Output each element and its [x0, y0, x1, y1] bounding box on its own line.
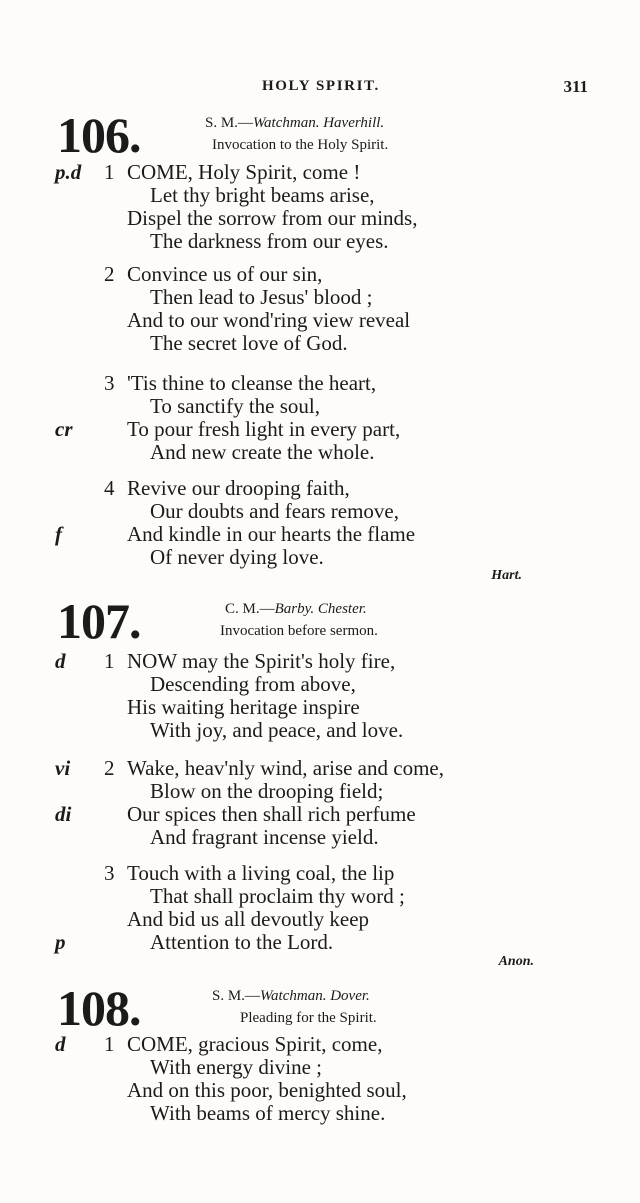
verse-line [0, 1079, 640, 1102]
dynamic-mark: vi [55, 756, 71, 780]
verse-line [0, 372, 640, 395]
verse-text: NOW may the Spirit's holy fire, [127, 649, 396, 673]
dynamic-mark: d [55, 1032, 66, 1056]
verse-line [0, 885, 640, 908]
verse [0, 372, 640, 464]
page-header [0, 78, 640, 102]
hymn-author: Anon. [498, 954, 534, 969]
verse-text: To sanctify the soul, [150, 394, 320, 418]
verse-number: 4 [104, 476, 115, 500]
verse-text: Convince us of our sin, [127, 262, 323, 286]
verse-line [0, 719, 640, 742]
verse-text: Dispel the sorrow from our minds, [127, 206, 418, 230]
verse-line [0, 184, 640, 207]
meter-line [205, 115, 384, 132]
verse-line [0, 650, 640, 673]
verse [0, 477, 640, 569]
hymn-author: Hart. [491, 568, 522, 583]
verse-line [0, 309, 640, 332]
verse-number: 3 [104, 371, 115, 395]
verse-line [0, 1102, 640, 1125]
verse-number: 2 [104, 262, 115, 286]
verse-text: 'Tis thine to cleanse the heart, [127, 371, 377, 395]
verse [0, 757, 640, 849]
meter: S. M.— [205, 115, 253, 131]
verse-text: His waiting heritage inspire [127, 695, 360, 719]
verse-text: And fragrant incense yield. [150, 825, 379, 849]
verse-number: 1 [104, 160, 115, 184]
verse-text: Of never dying love. [150, 545, 324, 569]
verse-text: And to our wond'ring view reveal [127, 308, 411, 332]
verse-number: 1 [104, 649, 115, 673]
hymn-number: 106. [57, 107, 141, 163]
verse-text: To pour fresh light in every part, [127, 417, 401, 441]
verse-number: 1 [104, 1032, 115, 1056]
running-head: HOLY SPIRIT. [262, 78, 380, 94]
verse-text: With beams of mercy shine. [150, 1101, 386, 1125]
verse-line [0, 332, 640, 355]
verse-text: The secret love of God. [150, 331, 348, 355]
verse-text: And on this poor, benighted soul, [127, 1078, 407, 1102]
dynamic-mark: cr [55, 417, 73, 441]
verse-line [0, 908, 640, 931]
hymn-number: 108. [57, 980, 141, 1036]
verse-line [0, 757, 640, 780]
meter: S. M.— [212, 988, 260, 1004]
verse-number: 2 [104, 756, 115, 780]
verse-text: Then lead to Jesus' blood ; [150, 285, 373, 309]
verse-line [0, 862, 640, 885]
tune-names: Watchman. Dover. [259, 988, 370, 1004]
tune-names: Barby. Chester. [274, 601, 367, 617]
verse-line [0, 441, 640, 464]
meter-line [212, 988, 370, 1005]
verse-line [0, 826, 640, 849]
hymn-number: 107. [57, 593, 141, 649]
verse-line [0, 1056, 640, 1079]
verse-line [0, 286, 640, 309]
verse-line [0, 780, 640, 803]
dynamic-mark: p [55, 930, 66, 954]
verse-text: COME, Holy Spirit, come ! [127, 160, 361, 184]
verse-text: Wake, heav'nly wind, arise and come, [127, 756, 444, 780]
meter: C. M.— [225, 601, 275, 617]
verse-line [0, 673, 640, 696]
verse-line [0, 803, 640, 826]
verse-line [0, 207, 640, 230]
verse-line [0, 477, 640, 500]
verse-text: Descending from above, [150, 672, 356, 696]
verse-text: And kindle in our hearts the flame [127, 522, 416, 546]
verse-text: That shall proclaim thy word ; [150, 884, 405, 908]
verse-text: Let thy bright beams arise, [150, 183, 375, 207]
dynamic-mark: f [55, 522, 62, 546]
verse [0, 862, 640, 954]
dynamic-mark: d [55, 649, 66, 673]
verse-line [0, 546, 640, 569]
tune-names: Watchman. Haverhill. [252, 115, 385, 131]
verse-text: Our spices then shall rich perfume [127, 802, 416, 826]
verse-text: Blow on the drooping field; [150, 779, 384, 803]
dynamic-mark: di [55, 802, 72, 826]
verse-text: And new create the whole. [150, 440, 375, 464]
verse-text: Revive our drooping faith, [127, 476, 350, 500]
verse-text: Touch with a living coal, the lip [127, 861, 395, 885]
verse-text: The darkness from our eyes. [150, 229, 389, 253]
verse-text: With joy, and peace, and love. [150, 718, 404, 742]
meter-line [225, 601, 367, 618]
verse-text: With energy divine ; [150, 1055, 322, 1079]
verse-line [0, 696, 640, 719]
verse-text: And bid us all devoutly keep [127, 907, 370, 931]
verse-line [0, 230, 640, 253]
hymn-caption: Invocation to the Holy Spirit. [212, 137, 389, 153]
dynamic-mark: p.d [55, 160, 82, 184]
verse-line [0, 418, 640, 441]
verse-number: 3 [104, 861, 115, 885]
verse-line [0, 263, 640, 286]
hymn-caption: Pleading for the Spirit. [240, 1010, 377, 1026]
verse-line [0, 931, 640, 954]
verse-line [0, 523, 640, 546]
verse-line [0, 395, 640, 418]
verse [0, 650, 640, 742]
verse-text: COME, gracious Spirit, come, [127, 1032, 383, 1056]
verse-text: Our doubts and fears remove, [150, 499, 400, 523]
verse-text: Attention to the Lord. [150, 930, 334, 954]
verse-line [0, 161, 640, 184]
hymn-caption: Invocation before sermon. [220, 623, 378, 639]
verse-line [0, 500, 640, 523]
verse [0, 263, 640, 355]
verse [0, 1033, 640, 1125]
verse-line [0, 1033, 640, 1056]
verse [0, 161, 640, 253]
page-number: 311 [563, 77, 588, 96]
